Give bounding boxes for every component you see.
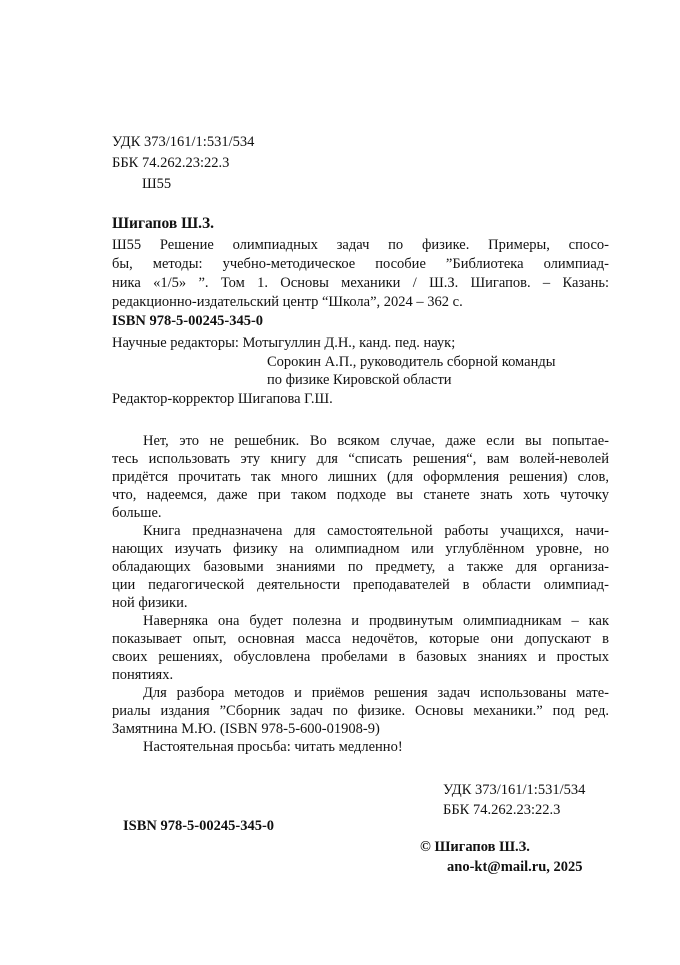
text-line: ной физики.	[112, 595, 188, 611]
footer-udk-code: УДК 373/161/1:531/534	[443, 782, 586, 798]
text-line: показывает опыт, основная масса недочётов, которые они допускают в	[112, 631, 609, 647]
paragraph-source-materials	[112, 684, 609, 738]
text-line: понятиях.	[112, 667, 174, 683]
text-line: Нет, это не решебник. Во всяком случае, даже если вы попытае-	[143, 433, 609, 449]
text-line: редакционно-издательский центр “Школа”, 2024 – 362 с.	[112, 294, 463, 310]
text-line: Наверняка она будет полезна и продвинутым олимпиадникам – как	[143, 613, 609, 629]
preface-text	[112, 432, 609, 756]
paragraph-intended-audience	[112, 522, 609, 612]
text-line: Ш55 Решение олимпиадных задач по физике. Примеры, спосо-	[112, 237, 609, 253]
contact-email-year: ano-kt@mail.ru, 2025	[447, 859, 583, 875]
udk-code: УДК 373/161/1:531/534	[112, 134, 255, 150]
science-editor-2-cont-line: по физике Кировской области	[267, 372, 452, 388]
bbk-code: ББК 74.262.23:22.3	[112, 155, 230, 171]
text-line: ции педагогической деятельности преподавателей в области олимпиад-	[112, 577, 609, 593]
author-sign-code: Ш55	[142, 176, 172, 192]
bibliographic-annotation	[112, 236, 609, 312]
footer-bbk-code: ББК 74.262.23:22.3	[443, 802, 561, 818]
text-line: риалы издания ”Сборник задач по физике. Основы механики.” под ред.	[112, 703, 609, 719]
text-line: бы, методы: учебно-методическое пособие ”Библиотека олимпиад-	[112, 256, 609, 272]
text-line: Книга предназначена для самостоятельной работы учащихся, начи-	[143, 523, 609, 539]
top-codes-block	[112, 132, 609, 195]
text-line: Замятнина М.Ю. (ISBN 978-5-600-01908-9)	[112, 721, 380, 737]
isbn-line: ISBN 978-5-00245-345-0	[112, 313, 264, 329]
text-line: ника «1/5» ”. Том 1. Основы механики / Ш.З. Шигапов. – Казань:	[112, 275, 609, 291]
copyright-holder: © Шигапов Ш.З.	[420, 839, 530, 855]
author-name: Шигапов Ш.З.	[112, 215, 215, 232]
editors-block	[112, 334, 609, 408]
text-line: что, надеемся, даже при таком подходе вы станете знать хоть чуточку	[112, 487, 609, 503]
text-line: нающих изучать физику на олимпиадном или углублённом уровне, но	[112, 541, 609, 557]
text-line: своих решениях, обусловлена пробелами в базовых знаниях и простых	[112, 649, 609, 665]
paragraph-read-slowly-request	[112, 738, 609, 756]
text-line: Настоятельная просьба: читать медленно!	[143, 739, 403, 755]
text-line: обладающих базовыми знаниями по предмету, а также для организа-	[112, 559, 609, 575]
copyright-block	[420, 837, 583, 877]
text-line: тесь использовать эту книгу для “списать решения“, вам волей-неволей	[112, 451, 609, 467]
footer-isbn: ISBN 978-5-00245-345-0	[123, 818, 275, 834]
text-line: Для разбора методов и приёмов решения задач использованы мате-	[143, 685, 609, 701]
science-editors-line: Научные редакторы: Мотыгуллин Д.Н., канд. пед. наук;	[112, 335, 456, 351]
paragraph-not-a-solution-book	[112, 432, 609, 522]
science-editor-2-line: Сорокин А.П., руководитель сборной команды	[267, 353, 556, 370]
text-line: больше.	[112, 505, 162, 521]
footer-codes-block	[443, 780, 585, 820]
text-line: придётся прочитать так много лишних (для оформления решения) слов,	[112, 469, 609, 485]
paragraph-advanced-olympiad	[112, 612, 609, 684]
proof-editor-line: Редактор-корректор Шигапова Г.Ш.	[112, 390, 333, 407]
